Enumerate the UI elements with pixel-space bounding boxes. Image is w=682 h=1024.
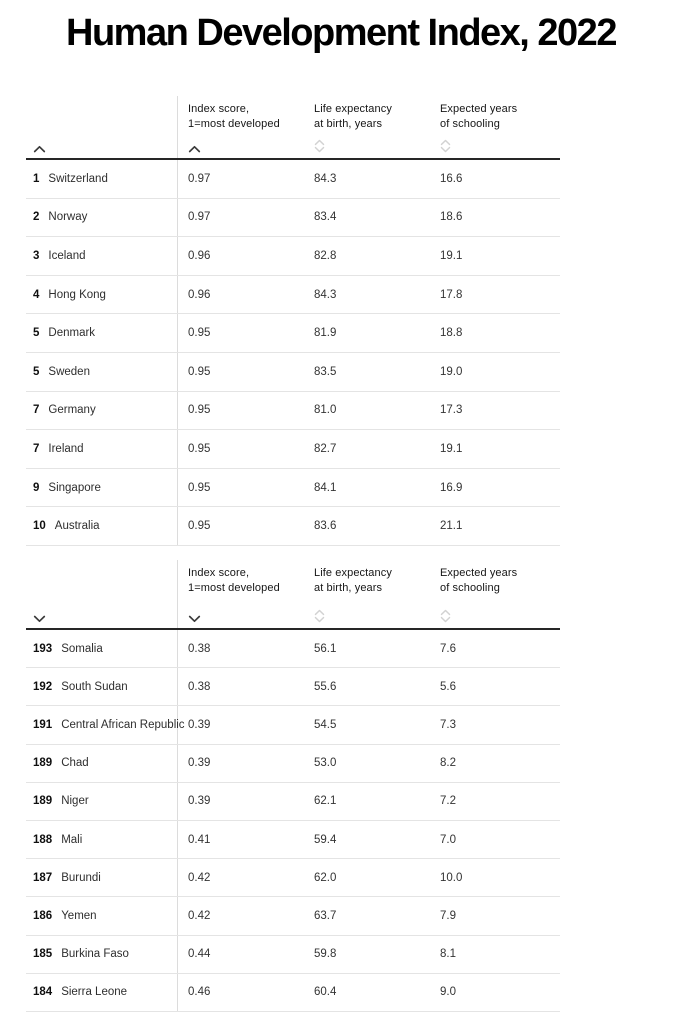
country-name: Denmark (48, 327, 96, 340)
index-score-value: 0.95 (188, 442, 211, 455)
rank-value: 7 (33, 404, 40, 417)
header-life-expectancy (304, 96, 430, 158)
life-expectancy-label (314, 566, 430, 596)
life-expectancy-value: 81.9 (314, 327, 337, 340)
sort-descending-icon[interactable] (33, 609, 46, 623)
schooling-value: 16.6 (440, 172, 463, 185)
rank-value: 5 (33, 327, 40, 340)
schooling-value: 17.3 (440, 404, 463, 417)
life-expectancy-value: 55.6 (314, 680, 337, 693)
rank-country-cell (26, 353, 178, 391)
life-expectancy-value: 62.0 (314, 871, 337, 884)
schooling-label (440, 566, 560, 596)
life-expectancy-line2: at birth, years (314, 582, 383, 594)
schooling-line1: Expected years (440, 103, 518, 115)
country-name: Switzerland (48, 172, 108, 185)
life-expectancy-value: 84.1 (314, 481, 337, 494)
rank-country-cell (26, 630, 178, 667)
index-score-value: 0.46 (188, 986, 211, 999)
rank-value: 185 (33, 948, 53, 961)
sort-both-icon[interactable] (440, 139, 453, 153)
schooling-line2: of schooling (440, 582, 500, 594)
schooling-value: 8.1 (440, 948, 456, 961)
life-expectancy-value: 59.8 (314, 948, 337, 961)
rank-country-cell (26, 199, 178, 237)
header-index-score (178, 96, 304, 158)
index-score-value: 0.95 (188, 365, 211, 378)
country-name: Chad (61, 757, 89, 770)
table-row (26, 237, 560, 276)
table-row (26, 630, 560, 668)
rank-country-cell (26, 783, 178, 820)
table-row (26, 353, 560, 392)
life-expectancy-value: 59.4 (314, 833, 337, 846)
schooling-value: 18.8 (440, 327, 463, 340)
schooling-value: 7.9 (440, 909, 456, 922)
rank-country-cell (26, 936, 178, 973)
header-schooling (430, 96, 560, 158)
schooling-value: 19.0 (440, 365, 463, 378)
country-name: Sweden (48, 365, 90, 378)
country-name: Yemen (61, 909, 97, 922)
header-rank-country (26, 560, 178, 628)
rank-value: 10 (33, 520, 46, 533)
country-name: Burundi (61, 871, 101, 884)
index-score-value: 0.42 (188, 909, 211, 922)
table-row (26, 392, 560, 431)
table-row (26, 469, 560, 508)
rank-country-cell (26, 668, 178, 705)
rank-country-cell (26, 897, 178, 934)
rank-value: 2 (33, 211, 40, 224)
life-expectancy-value: 56.1 (314, 642, 337, 655)
rank-value: 3 (33, 249, 40, 262)
country-name: Sierra Leone (61, 986, 128, 999)
index-score-value: 0.95 (188, 327, 211, 340)
table-row (26, 821, 560, 859)
index-score-value: 0.97 (188, 172, 211, 185)
schooling-value: 8.2 (440, 757, 456, 770)
schooling-value: 17.8 (440, 288, 463, 301)
index-score-value: 0.95 (188, 481, 211, 494)
table-row (26, 706, 560, 744)
sort-descending-icon[interactable] (188, 609, 201, 623)
table-row (26, 936, 560, 974)
life-expectancy-value: 63.7 (314, 909, 337, 922)
life-expectancy-value: 83.4 (314, 211, 337, 224)
life-expectancy-line1: Life expectancy (314, 103, 392, 115)
index-score-value: 0.41 (188, 833, 211, 846)
rank-value: 184 (33, 986, 53, 999)
schooling-value: 7.2 (440, 795, 456, 808)
schooling-value: 19.1 (440, 442, 463, 455)
country-name: Hong Kong (48, 288, 106, 301)
header-schooling (430, 560, 560, 628)
schooling-line2: of schooling (440, 118, 500, 130)
table-header (26, 560, 560, 630)
index-score-value: 0.42 (188, 871, 211, 884)
sort-ascending-icon[interactable] (33, 139, 46, 153)
country-name: Iceland (48, 249, 86, 262)
schooling-line1: Expected years (440, 567, 518, 579)
life-expectancy-value: 53.0 (314, 757, 337, 770)
rank-value: 7 (33, 442, 40, 455)
rank-country-cell (26, 392, 178, 430)
rank-value: 187 (33, 871, 53, 884)
schooling-value: 5.6 (440, 680, 456, 693)
sort-ascending-icon[interactable] (188, 139, 201, 153)
table-row (26, 783, 560, 821)
schooling-value: 16.9 (440, 481, 463, 494)
rank-value: 5 (33, 365, 40, 378)
index-score-value: 0.38 (188, 680, 211, 693)
rank-value: 189 (33, 757, 53, 770)
schooling-value: 18.6 (440, 211, 463, 224)
country-name: Central African Republic (61, 718, 185, 731)
schooling-label (440, 102, 560, 132)
sort-both-icon[interactable] (440, 609, 453, 623)
rank-value: 1 (33, 172, 40, 185)
country-name: Niger (61, 795, 89, 808)
index-score-label (188, 566, 304, 596)
index-score-value: 0.44 (188, 948, 211, 961)
rank-country-cell (26, 276, 178, 314)
schooling-value: 7.3 (440, 718, 456, 731)
country-name: Australia (54, 520, 100, 533)
header-rank-country (26, 96, 178, 158)
life-expectancy-value: 83.5 (314, 365, 337, 378)
index-score-value: 0.39 (188, 757, 211, 770)
life-expectancy-value: 54.5 (314, 718, 337, 731)
index-score-label (188, 102, 304, 132)
country-name: Norway (48, 211, 88, 224)
table-row (26, 199, 560, 238)
country-name: Singapore (48, 481, 101, 494)
index-score-value: 0.97 (188, 211, 211, 224)
country-name: Ireland (48, 442, 84, 455)
index-score-line1: Index score, (188, 567, 250, 579)
rank-country-cell (26, 160, 178, 198)
index-score-line2: 1=most developed (188, 582, 280, 594)
life-expectancy-line1: Life expectancy (314, 567, 392, 579)
life-expectancy-value: 62.1 (314, 795, 337, 808)
life-expectancy-label (314, 102, 430, 132)
rank-country-cell (26, 706, 185, 743)
rank-value: 9 (33, 481, 40, 494)
rank-value: 4 (33, 288, 40, 301)
rank-value: 186 (33, 909, 53, 922)
table-row (26, 745, 560, 783)
index-score-line2: 1=most developed (188, 118, 280, 130)
rank-value: 191 (33, 718, 53, 731)
table-row (26, 276, 560, 315)
rank-country-cell (26, 974, 178, 1011)
rank-country-cell (26, 430, 178, 468)
table-row (26, 974, 560, 1012)
rank-country-cell (26, 859, 178, 896)
schooling-value: 9.0 (440, 986, 456, 999)
schooling-value: 10.0 (440, 871, 463, 884)
life-expectancy-value: 83.6 (314, 520, 337, 533)
country-name: Germany (48, 404, 96, 417)
table-row (26, 859, 560, 897)
hdi-table-bottom (26, 560, 560, 1012)
header-life-expectancy (304, 560, 430, 628)
index-score-value: 0.96 (188, 249, 211, 262)
rank-country-cell (26, 821, 178, 858)
country-name: Mali (61, 833, 83, 846)
table-row (26, 668, 560, 706)
index-score-value: 0.39 (188, 718, 211, 731)
country-name: Burkina Faso (61, 948, 129, 961)
index-score-value: 0.38 (188, 642, 211, 655)
table-row (26, 314, 560, 353)
life-expectancy-value: 60.4 (314, 986, 337, 999)
rank-value: 193 (33, 642, 53, 655)
index-score-value: 0.95 (188, 520, 211, 533)
index-score-value: 0.95 (188, 404, 211, 417)
schooling-value: 7.6 (440, 642, 456, 655)
hdi-table-top (26, 96, 560, 546)
schooling-value: 7.0 (440, 833, 456, 846)
rank-value: 192 (33, 680, 53, 693)
country-name: South Sudan (61, 680, 128, 693)
index-score-value: 0.96 (188, 288, 211, 301)
table-row (26, 430, 560, 469)
table-header (26, 96, 560, 160)
schooling-value: 21.1 (440, 520, 463, 533)
rank-country-cell (26, 469, 178, 507)
life-expectancy-value: 82.7 (314, 442, 337, 455)
life-expectancy-value: 84.3 (314, 288, 337, 301)
sort-both-icon[interactable] (314, 609, 327, 623)
table-body-top (26, 160, 560, 546)
country-name: Somalia (61, 642, 103, 655)
table-row (26, 897, 560, 935)
rank-country-cell (26, 314, 178, 352)
header-index-score (178, 560, 304, 628)
rank-value: 189 (33, 795, 53, 808)
index-score-line1: Index score, (188, 103, 250, 115)
life-expectancy-value: 82.8 (314, 249, 337, 262)
life-expectancy-value: 84.3 (314, 172, 337, 185)
rank-value: 188 (33, 833, 53, 846)
rank-country-cell (26, 507, 178, 545)
rank-country-cell (26, 237, 178, 275)
life-expectancy-line2: at birth, years (314, 118, 383, 130)
index-score-value: 0.39 (188, 795, 211, 808)
sort-both-icon[interactable] (314, 139, 327, 153)
table-row (26, 160, 560, 199)
schooling-value: 19.1 (440, 249, 463, 262)
rank-country-cell (26, 745, 178, 782)
life-expectancy-value: 81.0 (314, 404, 337, 417)
table-row (26, 507, 560, 546)
page-title: Human Development Index, 2022 (66, 12, 616, 54)
table-body-bottom (26, 630, 560, 1012)
